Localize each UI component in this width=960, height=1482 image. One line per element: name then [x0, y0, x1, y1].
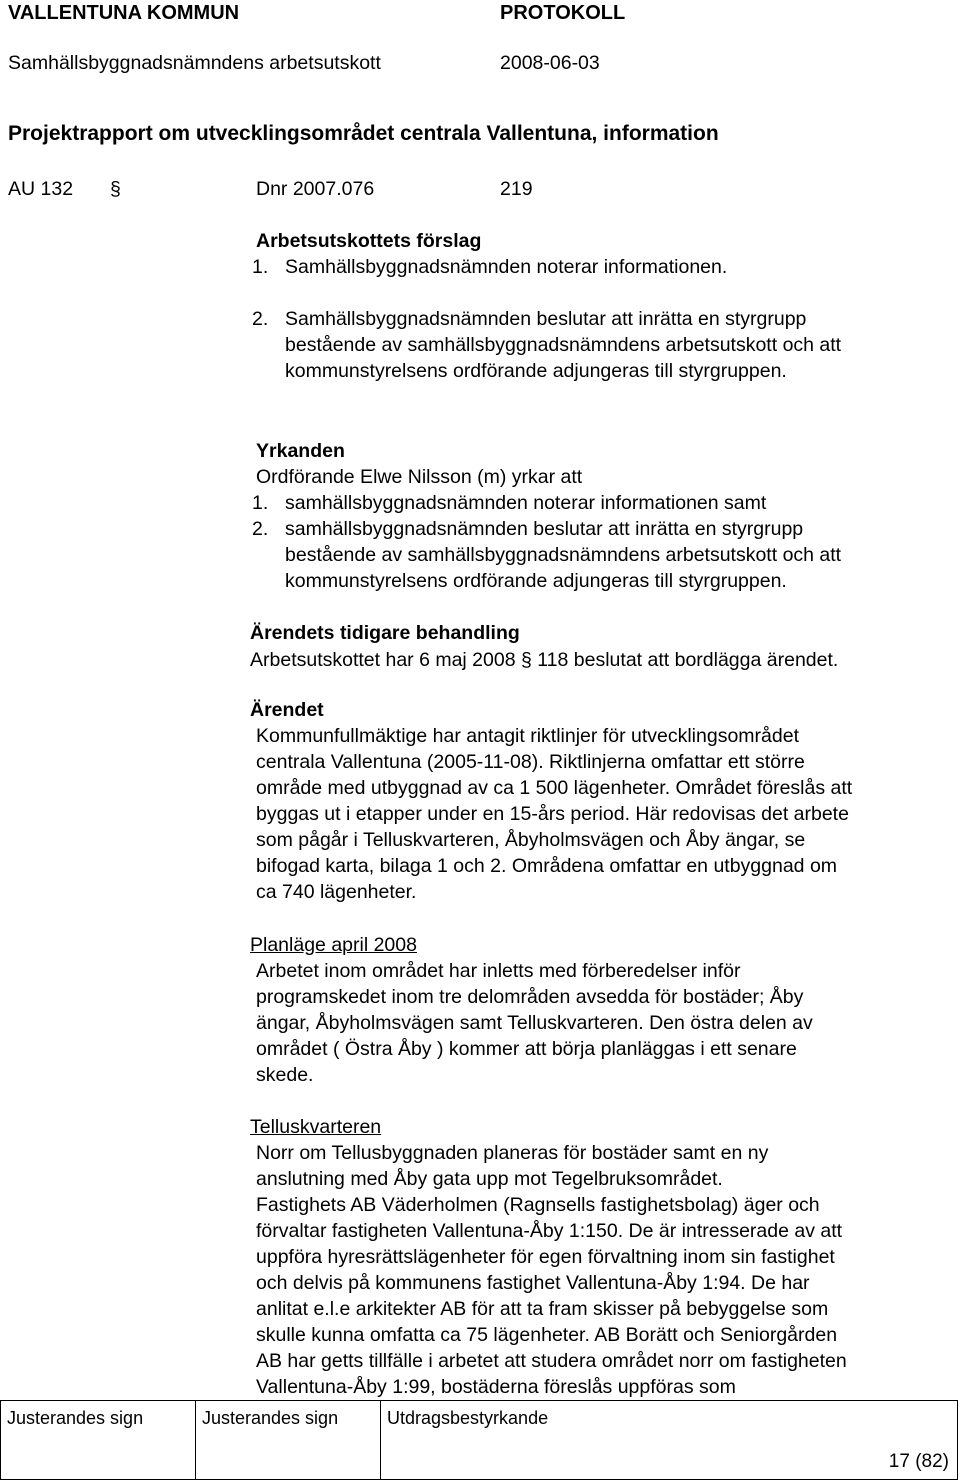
municipality-name: VALLENTUNA KOMMUN: [8, 2, 240, 24]
tellus-line: anlitat e.l.e arkitekter AB för att ta fram skisser på bebyggelse som: [256, 1298, 829, 1320]
plan-line: ängar, Åbyholmsvägen samt Telluskvarteren. Den östra delen av: [256, 1012, 813, 1034]
diary-number: Dnr 2007.076: [256, 178, 375, 200]
paragraph-number: 219: [500, 178, 533, 200]
proposal-item-line: Samhällsbyggnadsnämnden noterar informationen.: [285, 256, 728, 278]
motion-item-text: [285, 490, 945, 516]
section-sign-icon: §: [521, 649, 532, 671]
proposal-item-line: kommunstyrelsens ordförande adjungeras till styrgruppen.: [285, 360, 787, 382]
plan-line: området ( Östra Åby ) kommer att börja planläggas i ett senare: [256, 1038, 797, 1060]
plan-line: programskedet inom tre delområden avsedda för bostäder; Åby: [256, 986, 804, 1008]
matter-line: centrala Vallentuna (2005-11-08). Riktlinjerna omfattar ett större: [256, 751, 805, 773]
proposal-item-line: Samhällsbyggnadsnämnden beslutar att inrätta en styrgrupp: [285, 308, 807, 330]
plan-line: skede.: [256, 1064, 314, 1086]
au-number: AU 132: [8, 178, 74, 200]
page-number: 17 (82): [888, 1451, 949, 1472]
plan-line: Arbetet inom området har inletts med förberedelser inför: [256, 960, 741, 982]
tellus-heading: Telluskvarteren: [250, 1116, 382, 1138]
previous-text-before: Arbetsutskottet har 6 maj 2008: [250, 649, 516, 671]
motion-item-text: [285, 516, 945, 594]
meeting-date: 2008-06-03: [500, 52, 600, 74]
matter-line: område med utbyggnad av ca 1 500 lägenheter. Området föreslås att: [256, 777, 853, 799]
tellus-line: och delvis på kommunens fastighet Vallentuna-Åby 1:94. De har: [256, 1272, 810, 1294]
previous-text-after: 118 beslutat att bordlägga ärendet.: [537, 649, 839, 671]
proposal-item-line: bestående av samhällsbyggnadsnämndens arbetsutskott och att: [285, 334, 842, 356]
proposal-heading: Arbetsutskottets förslag: [256, 230, 482, 252]
matter-heading: Ärendet: [250, 699, 324, 721]
matter-line: ca 740 lägenheter.: [256, 881, 417, 903]
tellus-line: AB har getts tillfälle i arbetet att studera området norr om fastigheten: [256, 1350, 847, 1372]
proposal-item-number: 1.: [252, 256, 269, 278]
tellus-line: Fastighets AB Väderholmen (Ragnsells fastighetsbolag) äger och: [256, 1194, 820, 1216]
plan-body: [256, 958, 946, 1088]
signature-label-1: Justerandes sign: [7, 1408, 144, 1428]
tellus-line: skulle kunna omfatta ca 75 lägenheter. AB Borätt och Seniorgården: [256, 1324, 838, 1346]
proposal-item-number: 2.: [252, 308, 269, 330]
proposal-item-text: [285, 254, 945, 280]
case-title: Projektrapport om utvecklingsområdet centrala Vallentuna, information: [8, 122, 719, 145]
signature-cell-1: [1, 1401, 196, 1479]
signature-label-2: Justerandes sign: [202, 1408, 339, 1428]
previous-text: [250, 647, 838, 673]
tellus-line: Vallentuna-Åby 1:99, bostäderna föreslås uppföras som: [256, 1376, 736, 1398]
tellus-line: anslutning med Åby gata upp mot Tegelbruksområdet.: [256, 1168, 723, 1190]
committee-name: Samhällsbyggnadsnämndens arbetsutskott: [8, 52, 381, 74]
motion-item-line: kommunstyrelsens ordförande adjungeras till styrgruppen.: [285, 570, 787, 592]
tellus-line: Norr om Tellusbyggnaden planeras för bostäder samt en ny: [256, 1142, 769, 1164]
tellus-line: uppföra hyresrättslägenheter för egen förvaltning inom sin fastighet: [256, 1246, 835, 1268]
motions-heading: Yrkanden: [256, 440, 345, 462]
motion-item-line: samhällsbyggnadsnämnden beslutar att inrätta en styrgrupp: [285, 518, 804, 540]
section-sign-icon: §: [110, 178, 121, 200]
signature-cell-2: [196, 1401, 381, 1479]
extract-cell: [381, 1401, 957, 1479]
previous-heading: Ärendets tidigare behandling: [250, 622, 520, 644]
motion-item-line: samhällsbyggnadsnämnden noterar informationen samt: [285, 492, 767, 514]
matter-line: bifogad karta, bilaga 1 och 2. Områdena omfattar en utbyggnad om: [256, 855, 838, 877]
extract-label: Utdragsbestyrkande: [387, 1408, 549, 1428]
matter-line: som pågår i Telluskvarteren, Åbyholmsvägen och Åby ängar, se: [256, 829, 806, 851]
signature-table: [0, 1400, 958, 1480]
motion-item-number: 1.: [252, 492, 269, 514]
motion-item-line: bestående av samhällsbyggnadsnämndens arbetsutskott och att: [285, 544, 842, 566]
tellus-body: [256, 1140, 946, 1400]
matter-line: byggas ut i etapper under en 15-års period. Här redovisas det arbete: [256, 803, 849, 825]
matter-body: [256, 723, 946, 905]
proposal-item-text: [285, 306, 945, 384]
tellus-line: förvaltar fastigheten Vallentuna-Åby 1:150. De är intresserade av att: [256, 1220, 843, 1242]
motions-intro: Ordförande Elwe Nilsson (m) yrkar att: [256, 466, 583, 488]
motion-item-number: 2.: [252, 518, 269, 540]
plan-heading: Planläge april 2008: [250, 934, 417, 956]
document-type: PROTOKOLL: [500, 2, 626, 24]
matter-line: Kommunfullmäktige har antagit riktlinjer för utvecklingsområdet: [256, 725, 799, 747]
